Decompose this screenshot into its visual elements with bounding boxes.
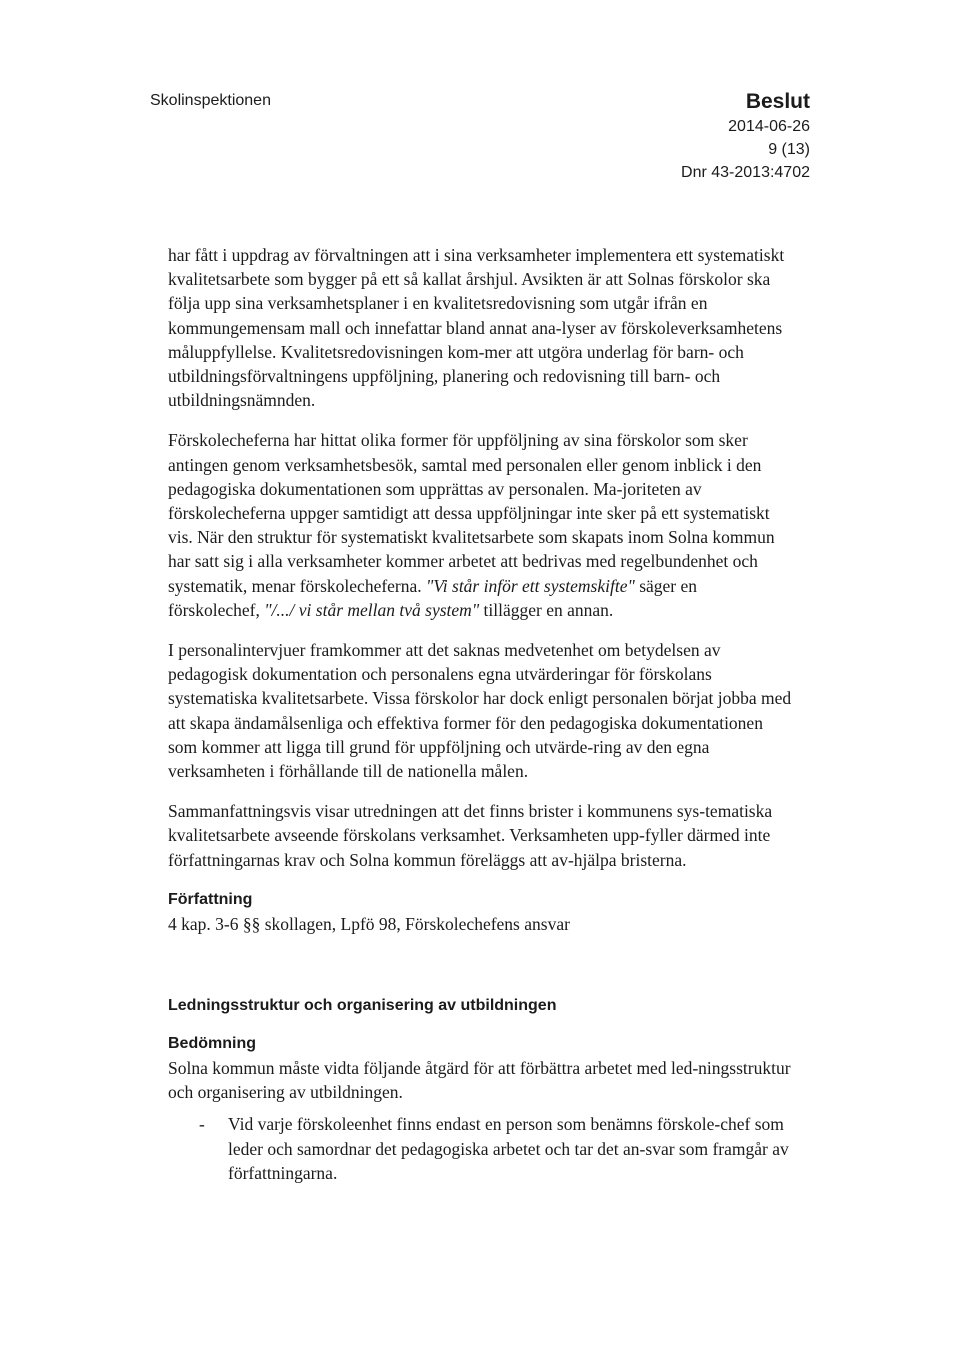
page-number: 9 (13) <box>768 141 810 158</box>
document-type: Beslut <box>745 90 810 113</box>
paragraph-follow-up <box>168 428 793 622</box>
section-title: Ledningsstruktur och organisering av utbildningen <box>168 997 557 1015</box>
paragraph-quality-work: har fått i uppdrag av förvaltningen att i sina verksamheter implementera ett systematiskt kvalitetsarbete som bygger på ett så kallat årshjul. Avsikten är att Solnas förskolor ska följa upp sina verksamhetsplaner i en kvalitetsredovisning som utgår ifrån en kommungemensam mall och innefattar bland annat ana-lyser av förskoleverksamhetens måluppfyllelse. Kvalitetsredovisningen kom-mer att utgöra underlag för barn- och utbildningsförvaltningens uppföljning, planering och redovisning till barn- och utbildningsnämnden. <box>168 245 785 411</box>
quote-attribution: säger en förskolechef, <box>168 575 698 620</box>
quote-system-shift: "Vi står inför ett systemskifte" <box>426 575 635 596</box>
dash-marker: - <box>199 1114 205 1135</box>
bedomning-heading: Bedömning <box>168 1035 256 1053</box>
document-date: 2014-06-26 <box>728 118 810 135</box>
list-item-text: Vid varje förskoleenhet finns endast en person som benämns förskole-chef som leder och samordnar det pedagogiska arbetet och tar det an-svar som framgår av författningarna. <box>228 1114 789 1183</box>
reference-number: Dnr 43-2013:4702 <box>681 164 810 181</box>
forfattning-reference: 4 kap. 3-6 §§ skollagen, Lpfö 98, Förskolechefens ansvar <box>168 913 570 934</box>
document-meta <box>681 88 810 184</box>
list-item <box>168 1112 793 1185</box>
paragraph-summary: Sammanfattningsvis visar utredningen att det finns brister i kommunens sys-tematiska kvalitetsarbete avseende förskolans verksamhet. Verksamheten upp-fyller därmed inte författningarnas krav och Solna kommun föreläggs att av-hjälpa bristerna. <box>168 801 773 870</box>
quote-two-systems: "/.../ vi står mellan två system" <box>264 599 480 620</box>
paragraph-follow-up-text: Förskolecheferna har hittat olika former för uppföljning av sina förskolor som sker antingen genom verksamhetsbesök, samtal med personalen eller genom inblick i den pedagogiska dokumentationen som upprättas av personalen. Ma-joriteten av förskolecheferna uppger samtidigt att dessa uppföljningar inte sker på ett systematiskt vis. När den struktur för systematiskt kvalitetsarbete som skapats inom Solna kommun har satt sig i alla verksamheter kommer arbetet att bedrivas med regelbundenhet och systematik, menar förskolecheferna. <box>168 430 775 596</box>
document-body <box>168 243 793 1185</box>
organization-name: Skolinspektionen <box>150 92 271 109</box>
quote-attribution-end: tillägger en annan. <box>483 599 614 620</box>
paragraph-staff-interviews: I personalintervjuer framkommer att det saknas medvetenhet om betydelsen av pedagogisk dokumentation och personalens egna utvärderingar för förskolans systematiska kvalitetsarbete. Vissa förskolor har dock enligt personalen börjat jobba med att skapa ändamålsenliga och effektiva former för den pedagogiska dokumentationen som kommer att ligga till grund för uppföljning och utvärde-ring av den egna verksamheten i förhållande till de nationella målen. <box>168 640 792 782</box>
action-list <box>168 1112 793 1185</box>
forfattning-heading: Författning <box>168 890 253 908</box>
bedomning-intro: Solna kommun måste vidta följande åtgärd för att förbättra arbetet med led-ningsstruktur och organisering av utbildningen. <box>168 1058 791 1103</box>
